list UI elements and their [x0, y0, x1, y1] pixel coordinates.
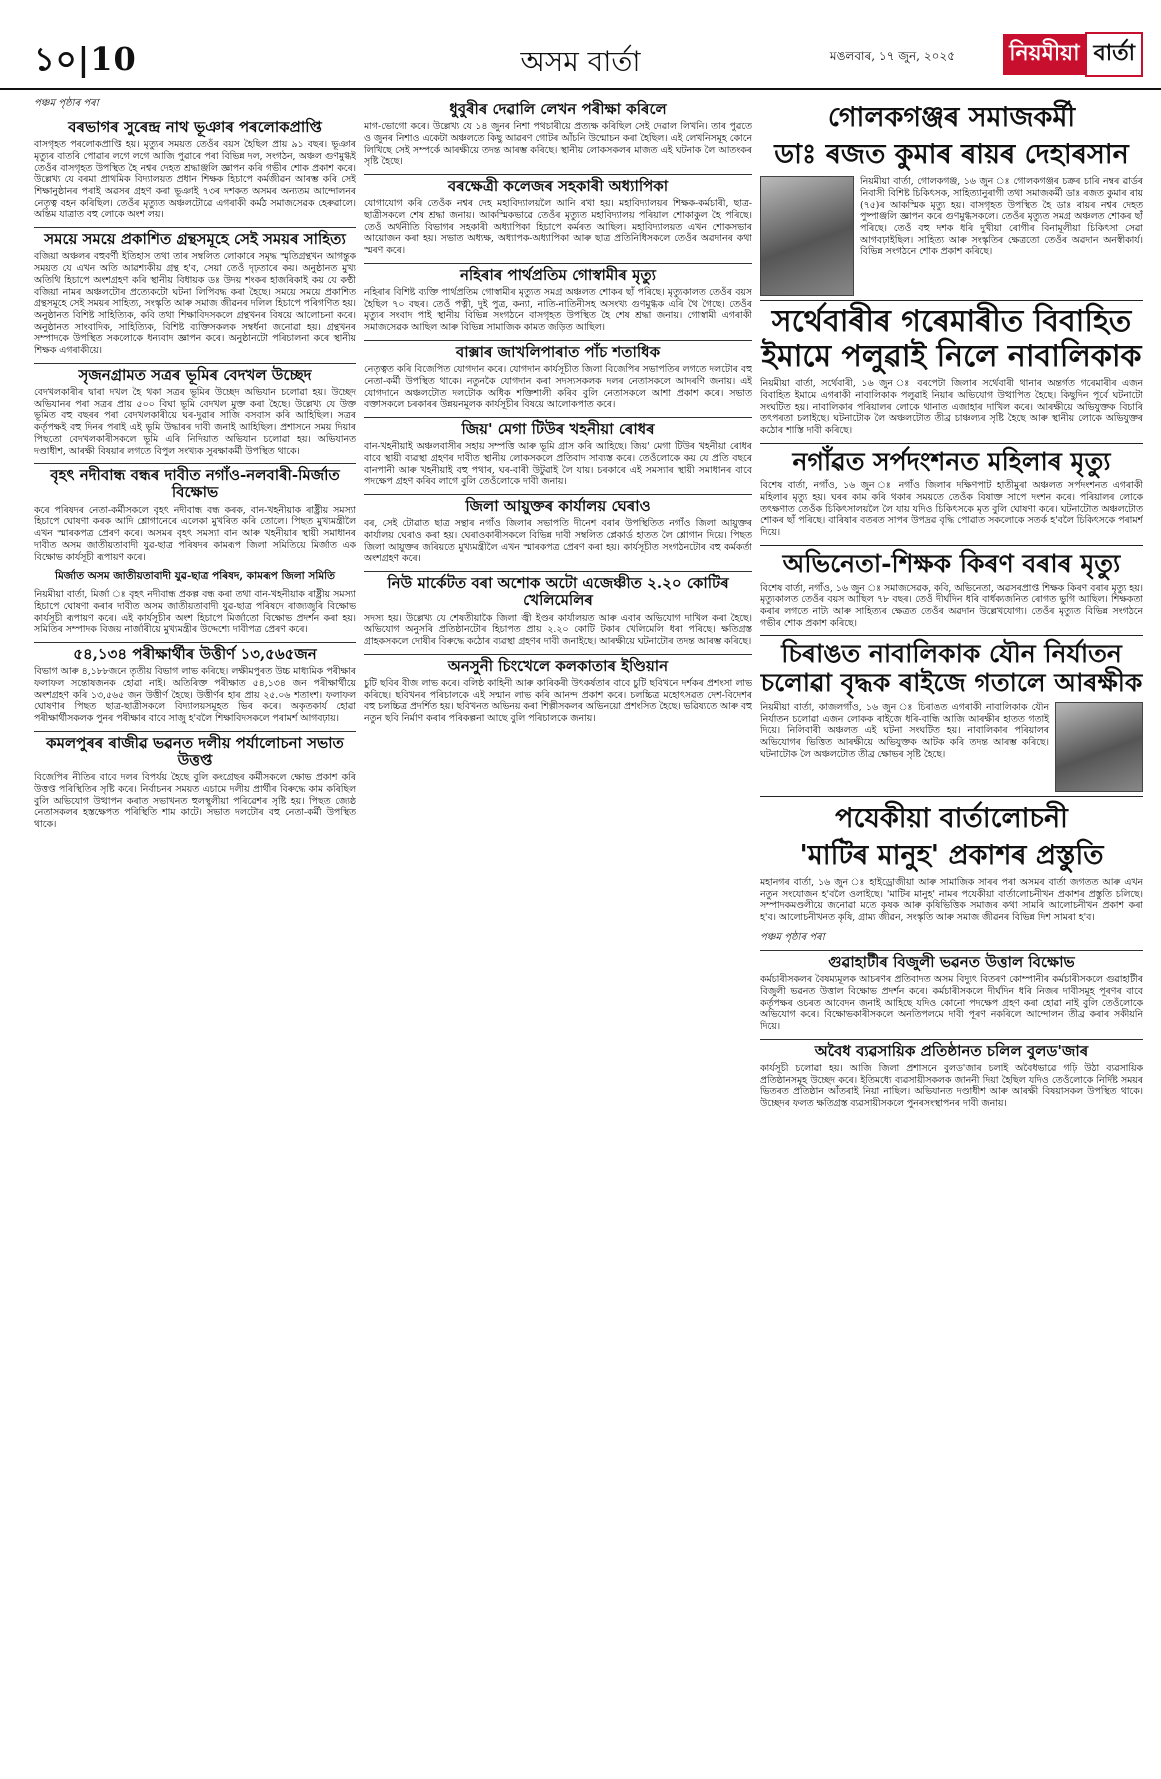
article-body: সদস্য হয়। উল্লেখ্য যে শেষতীয়াকৈ জিলা জ্বী ইণ্ডৰ কাৰ্যালয়ত আৰু এবাৰ অভিযোগ দাখিল কৰা হৈছে। অভিযোগ অনুসৰি প্ৰতিষ্ঠানটোৰ হিচাপত প্ৰায় ২.২০ কোটি টকাৰ খেলিমেলি ধৰা পৰিছে। ক্ষতিগ্ৰস্ত গ্ৰাহকসকলে দোষীৰ বিৰুদ্ধে কঠোৰ ব্যৱস্থা গ্ৰহণৰ দাবী জনাইছে। আৰক্ষীয়ে ঘটনাটোৰ তদন্ত আৰম্ভ কৰিছে। — [364, 612, 752, 647]
article-body: বাসগৃহত পৰলোকপ্ৰাপ্তি হয়। মৃত্যুৰ সময়ত তেওঁৰ বয়স হৈছিল প্ৰায় ৯১ বছৰ। ভূঞাৰ মৃত্যুৰ বাতৰি পোৱাৰ লগে লগে আজি পুৱাৰে পৰা বিভিন্ন দল, সংগঠন, অঞ্চল গুণমুগ্ধই তেওঁৰ বাসগৃহত উপস্থিত হৈ নশ্বৰ দেহত শ্ৰদ্ধাঞ্জলি জ্ঞাপন কৰি গভীৰ শোক প্ৰকাশ কৰে। উল্লেখ্য যে বৰমা প্ৰাথমিক বিদ্যালয়ত প্ৰধান শিক্ষক হিচাপে কৰ্মজীৱন আৰম্ভ কৰি সেই শিক্ষানুষ্ঠানৰ পৰাই অৱসৰ গ্ৰহণ কৰা ভূঞাই ৭৩ৰ দশকত অসমৰ অন্যতম আন্দোলনৰ নেতৃত্ব বহন কৰিছিল। তেওঁৰ মৃত্যুত অঞ্চলটোৱে এগৰাকী কৰ্মঠ সমাজসেৱক হেৰুৱালে। অন্তিম যাত্ৰাত বহু লোকে অংশ লয়। — [34, 139, 356, 221]
dateline: মঙলবাৰ, ১৭ জুন, ২০২৫ — [829, 49, 955, 63]
headline: ৫৪,১৩৪ পৰীক্ষাৰ্থীৰ উত্তীৰ্ণ ১৩,৫৬৫জন — [34, 642, 356, 663]
headline: নহিৰাৰ পাৰ্থপ্ৰতিম গোস্বামীৰ মৃত্যু — [364, 263, 752, 284]
article-body: মাগ-ভোগো কৰে। উল্লেখ্য যে ১৪ জুনৰ নিশা পথচাৰীয়ে প্ৰত্যক্ষ কৰিছিল সেই দেৱাল লিখনি। তাৰ পুৱতে ও জুনৰ নিশাও একেটা অঞ্চলতে কিছু আৱৰণ গোটৰ আঁচনি উন্মোচন কৰা হৈছিল। এই লেখনিসমূহ কোনে লিখিছে সেই সম্পৰ্কে আৰক্ষীয়ে তদন্ত আৰম্ভ কৰিছে। স্থানীয় লোকসকলৰ মাজত এই ঘটনাক লৈ আতংকৰ সৃষ্টি হৈছে। — [364, 121, 752, 168]
article-body: কাৰ্যসূচী চলোৱা হয়। আজি জিলা প্ৰশাসনে বুলড'জাৰ চলাই অবৈধভাৱে গঢ়ি উঠা ব্যৱসায়িক প্ৰতিষ্ঠানসমূহ উচ্ছেদ কৰে। ইতিমধ্যে ব্যৱসায়ীসকলক জাননী দিয়া হৈছিল যদিও তেওঁলোকে নিৰ্দিষ্ট সময়ৰ ভিতৰত প্ৰতিষ্ঠান আঁতৰাই নিয়া নাছিল। অভিযানত দণ্ডাধীশ আৰু আৰক্ষী বিষয়াসকল উপস্থিত থাকে। উচ্ছেদৰ ফলত ক্ষতিগ্ৰস্ত ব্যৱসায়ীসকলে পুনৰসংস্থাপনৰ দাবী জনায়। — [760, 1062, 1143, 1109]
headline: সময়ে সময়ে প্ৰকাশিত গ্ৰন্থসমূহে সেই সময়ৰ সাহিত্য — [34, 227, 356, 248]
column-right — [760, 96, 1143, 1772]
article-body: বিশেষ বাৰ্তা, নগাঁও, ১৬ জুন ঃ নগাঁও জিলাৰ দক্ষিণপাট হাতীমুৰা অঞ্চলত সৰ্পদংশনত এগৰাকী মহিলাৰ মৃত্যু হয়। ঘৰৰ কাম কৰি থকাৰ সময়তে তেওঁক বিষাক্ত সাপে দংশন কৰে। পৰিয়ালৰ লোকে তৎক্ষণাত তেওঁক চিকিৎসালয়লৈ লৈ যায় যদিও চিকিৎসকে মৃত বুলি ঘোষণা কৰে। ঘটনাটোত অঞ্চলটোত শোকৰ ছাঁ পৰিছে। বাৰিষাৰ বতৰত সাপৰ উপদ্ৰৱ বৃদ্ধি পোৱাত সকলোকে সতৰ্ক হ'বলৈ চিকিৎসকে পৰামৰ্শ দিয়ে। — [760, 480, 1143, 539]
headline: ধুবুৰীৰ দেৱালি লেখন পৰীক্ষা কৰিলে — [449, 100, 667, 118]
article-body: বিভাগ আৰু ৪,১৮৮জনে তৃতীয় বিভাগ লাভ কৰিছে। লক্ষীমপুৰত উচ্চ মাধ্যমিক পৰীক্ষাৰ ফলাফল সন্তোষজনক হোৱা নাই। অতিৰিক্ত পৰীক্ষাত ৫৪,১৩৪ জন পৰীক্ষাৰ্থীয়ে অংশগ্ৰহণ কৰি ১৩,৫৬৫ জন উত্তীৰ্ণ হৈছে। উত্তীৰ্ণৰ হাৰ প্ৰায় ২৫.০৬ শতাংশ। ফলাফল ঘোষণাৰ পিছত ছাত্ৰ-ছাত্ৰীসকলে বিদ্যালয়সমূহত ভিৰ কৰে। অকৃতকাৰ্য হোৱা পৰীক্ষাৰ্থীসকলক পুনৰ পৰীক্ষাৰ বাবে সাজু হ'বলৈ শিক্ষাবিদসকলে পৰামৰ্শ আগবঢ়ায়। — [34, 666, 356, 725]
headline: কমলপুৰৰ ৰাজীৱ ভৱনত দলীয় পৰ্যালোচনা সভাত উত্তপ্ত — [34, 731, 356, 770]
article-body: নহিৰাৰ বিশিষ্ট ব্যক্তি পাৰ্থপ্ৰতিম গোস্বামীৰ মৃত্যুত সমগ্ৰ অঞ্চলত শোকৰ ছাঁ পৰিছে। মৃত্যুকালত তেওঁৰ বয়স হৈছিল ৭০ বছৰ। তেওঁ পত্নী, দুই পুত্ৰ, কন্যা, নাতি-নাতিনীসহ অসংখ্য গুণমুগ্ধক এৰি থৈ গৈছে। তেওঁৰ মৃত্যুৰ সংবাদ পাই স্থানীয় বিভিন্ন সংগঠনে বাসগৃহত উপস্থিত হৈ শেষ শ্ৰদ্ধা জনায়। গোস্বামী এগৰাকী সমাজসেৱক আছিল আৰু বিভিন্ন সামাজিক কামত জড়িত আছিল। — [364, 287, 752, 334]
headline: নগাঁৱত সৰ্পদংশনত মহিলাৰ মৃত্যু — [792, 446, 1111, 476]
lead-story — [760, 176, 1143, 296]
headline-line1: পযেকীয়া বাৰ্তালোচনী — [835, 802, 1068, 834]
headline: অভিনেতা-শিক্ষক কিৰণ বৰাৰ মৃত্যু — [782, 548, 1121, 578]
headline: বৃহৎ নদীবান্ধ বন্ধৰ দাবীত নগাঁও-নলবাৰী-মিৰ্জাত বিক্ষোভ — [34, 463, 356, 502]
article-body: বান-খহনীয়াই অঞ্চলবাসীৰ সহায় সম্পত্তি আৰু ভূমি গ্ৰাস কৰি আহিছে। জিয়' মেগা টিউৰ খহনীয়া ৰোধৰ বাবে স্থায়ী ব্যৱস্থা গ্ৰহণৰ দাবীত স্থানীয় লোকসকলে প্ৰতিবাদ সাব্যস্ত কৰে। তেওঁলোকে কয় যে প্ৰতি বছৰে বানপানী আৰু খহনীয়াই বহু পথাৰ, ঘৰ-বাৰী উটুৱাই লৈ যায়। চৰকাৰে এই সমস্যাৰ স্থায়ী সমাধানৰ বাবে পদক্ষেপ গ্ৰহণ কৰিব লাগে বুলি তেওঁলোকে দাবী জনায়। — [364, 441, 752, 488]
article-body: বেদখলকাৰীৰ দ্বাৰা দখল হৈ থকা সত্ৰৰ ভূমিৰ উচ্ছেদ অভিযান চলোৱা হয়। উচ্ছেদ অভিযানৰ পৰা সত্ৰৰ প্ৰায় ৫০০ বিঘা ভূমি বেদখল মুক্ত কৰা হৈছে। উল্লেখ্য যে উক্ত ভূমিত বহু বছৰৰ পৰা বেদখলকাৰীয়ে ঘৰ-দুৱাৰ সাজি বসবাস কৰি আহিছিল। সত্ৰৰ কৰ্তৃপক্ষই বহু দিনৰ পৰাই এই ভূমি উদ্ধাৰৰ দাবী জনাই আহিছিল। প্ৰশাসনে সময় দিয়াৰ পিছতো বেদখলকাৰীসকলে ভূমি এৰি নিদিয়াত অভিযান চলোৱা হয়। অভিযানত দণ্ডাধীশ, আৰক্ষী বিষয়াৰ লগতে বিপুল সংখ্যক সুৰক্ষাকৰ্মী উপস্থিত থাকে। — [34, 387, 356, 457]
headline: জিয়' মেগা টিউৰ খহনীয়া ৰোধৰ — [364, 417, 752, 438]
article-body: নেতৃত্বত কৰি বিজেপিত যোগদান কৰে। যোগদান কাৰ্যসূচীত জিলা বিজেপিৰ সভাপতিৰ লগতে দলটোৰ বহু নেতা-কৰ্মী উপস্থিত থাকে। নতুনকৈ যোগদান কৰা সদস্যসকলক দলৰ নেতাসকলে আদৰণি জনায়। এই যোগদানে অঞ্চলটোত দলটোক অধিক শক্তিশালী কৰিব বুলি নেতাসকলে আশা প্ৰকাশ কৰে। সভাত বক্তাসকলে চৰকাৰৰ উন্নয়নমূলক কাৰ্যসূচীৰ বিষয়ে আলোকপাত কৰে। — [364, 364, 752, 411]
article-body: মহানগৰ বাৰ্তা, ১৬ জুন ঃ হাইড্ৰোজীয়া আৰু সামাজিক সাৰৰ পৰা অসমৰ বাৰ্তা জগতত আৰু এখন নতুন সংযোজন হ'বলৈ ওলাইছে। 'মাটিৰ মানুহ' নামৰ পযেকীয়া বাৰ্তালোচনীখন প্ৰকাশৰ প্ৰস্তুতি চলিছে। সম্পাদকমণ্ডলীয়ে জনোৱা মতে কৃষক আৰু কৃষিভিত্তিক সমাজৰ কথা সামৰি আলোচনীখন প্ৰকাশ কৰা হ'ব। আলোচনীখনত কৃষি, গ্ৰাম্য জীৱন, সংস্কৃতি আৰু সমাজ জীৱনৰ বিভিন্ন দিশ সামৰা হ'ব। — [760, 877, 1143, 924]
headline: বৰক্ষেত্ৰী কলেজৰ সহকাৰী অধ্যাপিকা — [364, 174, 752, 195]
article-body: চুটি ছবিৰ বীজ লাভ কৰে। বলিষ্ঠ কাহিনী আৰু কাৰিকৰী উৎকৰ্ষতাৰ বাবে চুটি ছবিখনে দৰ্শকৰ প্ৰশংসা লাভ কৰিছে। ছবিখনৰ পৰিচালকে এই সন্মান লাভ কৰি আনন্দ প্ৰকাশ কৰে। চলচ্চিত্ৰ মহোৎসৱত দেশ-বিদেশৰ বহু চলচ্চিত্ৰ প্ৰদৰ্শিত হয়। ছবিখনত অভিনয় কৰা শিল্পীসকলৰ অভিনয়ো প্ৰশংসিত হৈছে। ভৱিষ্যতে আৰু বহু নতুন ছবি নিৰ্মাণ কৰাৰ পৰিকল্পনা আছে বুলি পৰিচালকে জনায়। — [364, 677, 752, 725]
brand-logo-part-b: বাৰ্তা — [1085, 32, 1143, 77]
headline: চিৰাঙত নাবালিকাক যৌন নিৰ্যাতন চলোৱা বৃদ্ধক ৰাইজে গতালে আৰক্ষীক — [760, 639, 1143, 698]
lead-headline-line1: গোলকগঞ্জৰ সমাজকৰ্মী — [827, 102, 1076, 133]
column-middle — [364, 96, 752, 1772]
article-body: কৰ্মচাৰীসকলৰ বৈষম্যমূলক আচৰণৰ প্ৰতিবাদত অসম বিদ্যুৎ বিতৰণ কোম্পানীৰ কৰ্মচাৰীসকলে গুৱাহাটীৰ বিজুলী ভৱনত উত্তাল বিক্ষোভ প্ৰদৰ্শন কৰে। কৰ্মচাৰীসকলে দীৰ্ঘদিন ধৰি নিজৰ দাবীসমূহ পূৰণৰ বাবে কৰ্তৃপক্ষৰ ওচৰত আবেদন জনাই আহিছে যদিও কোনো পদক্ষেপ গ্ৰহণ কৰা হোৱা নাই বুলি তেওঁলোকে অভিযোগ কৰে। বিক্ষোভকাৰীসকলে অনতিপলমে দাবী পূৰণ নকৰিলে আন্দোলন তীব্ৰ কৰাৰ সকীয়নি দিয়ে। — [760, 974, 1143, 1032]
article-body: কৰে পৰিষদৰ নেতা-কৰ্মীসকলে বৃহৎ নদীবান্ধ বন্ধ কৰক, বান-খহনীয়াক ৰাষ্ট্ৰীয় সমস্যা হিচাপে ঘোষণা কৰক আদি শ্লোগানেৰে এলেকা মুখৰিত কৰি তোলে। পিছত মুখ্যমন্ত্ৰীলৈ এখন স্মাৰকপত্ৰ প্ৰেৰণ কৰে। অসমৰ বৃহৎ সমস্যা বান আৰু খহনীয়াৰ স্থায়ী সমাধানৰ দাবীত অসম জাতীয়তাবাদী যুৱ-ছাত্ৰ পৰিষদৰ কামৰূপ জিলা সমিতিয়ে মিৰ্জাত এক বিক্ষোভ কাৰ্যসূচী ৰূপায়ণ কৰে। — [34, 504, 356, 563]
headline: বৰভাগৰ সুৰেন্দ্ৰ নাথ ভূঞাৰ পৰলোকপ্ৰাপ্তি — [68, 118, 322, 136]
article-body: বৰ, সেই টোৱাত ছাত্ৰ সন্থাৰ নগাঁও জিলাৰ সভাপতি দীনেশ বৰাৰ উপস্থিতিত নগাঁও জিলা আয়ুক্তৰ কাৰ্যালয় ঘেৰাও কৰা হয়। ঘেৰাওকাৰীসকলে বিভিন্ন দাবী সম্বলিত প্লেকাৰ্ড হাতত লৈ শ্লোগান দিয়ে। পিছত জিলা আয়ুক্তৰ জৰিয়তে মুখ্যমন্ত্ৰীলৈ এখন স্মাৰকপত্ৰ প্ৰেৰণ কৰা হয়। কাৰ্যসূচীত সংগঠনটোৰ বহু কৰ্মকৰ্তা অংশগ্ৰহণ কৰে। — [364, 518, 752, 565]
story-with-photo — [760, 702, 1143, 792]
headline-line2: 'মাটিৰ মানুহ' প্ৰকাশৰ প্ৰস্তুতি — [799, 839, 1104, 871]
page-number: ১০|10 — [34, 40, 137, 78]
brand-logo — [1003, 38, 1143, 70]
section-title: অসম বাৰ্তা — [520, 45, 641, 78]
article-body: নিয়মীয়া বাৰ্তা, মিৰ্জা ঃ বৃহৎ নদীবান্ধ প্ৰকল্প বন্ধ কৰা তথা বান-খহনীয়াক ৰাষ্ট্ৰীয় সমস্যা হিচাপে ঘোষণা কৰাৰ দাবীত অসম জাতীয়তাবাদী যুৱ-ছাত্ৰ পৰিষদে ৰাজ্যজুৰি বিক্ষোভ কাৰ্যসূচী ৰূপায়ণ কৰে। এই কাৰ্যসূচীৰ অংশ হিচাপে মিৰ্জাতো বিক্ষোভ প্ৰদৰ্শন কৰা হয়। সমিতিৰ সম্পাদক বিজয় নাৰ্জাৰীয়ে মুখ্যমন্ত্ৰীৰ উদ্দেশ্যে দাবীপত্ৰ প্ৰেৰণ কৰে। — [34, 589, 356, 636]
divider — [760, 545, 1143, 546]
article-body: বিজেপিৰ নীতিৰ বাবে দলৰ বিপৰ্যয় হৈছে বুলি কংগ্ৰেছৰ কৰ্মীসকলে ক্ষোভ প্ৰকাশ কৰি উত্তপ্ত পৰিস্থিতিৰ সৃষ্টি কৰে। নিৰ্বাচনৰ সময়ত এচামে দলীয় প্ৰাৰ্থীৰ বিৰুদ্ধে কাম কৰিছিল বুলি অভিযোগ উত্থাপন কৰাত সভাখনত হুলস্থূলীয়া পৰিৱেশৰ সৃষ্টি হয়। পিছত জ্যেষ্ঠ নেতাসকলৰ হস্তক্ষেপত পৰিস্থিতি শাম কাটে। সভাত দলটোৰ বহু নেতা-কৰ্মী উপস্থিত থাকে। — [34, 772, 356, 831]
headline: জিলা আয়ুক্তৰ কাৰ্যালয় ঘেৰাও — [364, 494, 752, 515]
headline: সৰ্থেবাৰীৰ গৰেমাৰীত বিবাহিত ইমামে পলুৱাই নিলে নাবালিকাক — [761, 304, 1142, 374]
divider — [760, 300, 1143, 301]
subheadline: মিৰ্জাত অসম জাতীয়তাবাদী যুৱ-ছাত্ৰ পৰিষদ, কামৰূপ জিলা সমিতি — [54, 570, 336, 583]
continued-label: পঞ্চম পৃষ্ঠাৰ পৰা — [760, 931, 825, 943]
lead-headline-line2: ডাঃ ৰজত কুমাৰ ৰায়ৰ দেহাৰসান — [774, 139, 1129, 171]
divider — [760, 635, 1143, 636]
article-body: নিয়মীয়া বাৰ্তা, কাজলগাঁও, ১৬ জুন ঃ চিৰাঙত এগৰাকী নাবালিকাক যৌন নিৰ্যাতন চলোৱা এজন লোকক ৰাইজে ধৰি-বান্ধি আজি আৰক্ষীৰ হাতত গতাই দিয়ে। নিলিবাৰী অঞ্চলত এই ঘটনা সংঘটিত হয়। নাবালিকাৰ পৰিয়ালৰ অভিযোগৰ ভিত্তিত আৰক্ষীয়ে অভিযুক্তক আটক কৰি তদন্ত আৰম্ভ কৰিছে। ঘটনাটোক লৈ অঞ্চলটোত তীব্ৰ ক্ষোভৰ সৃষ্টি হৈছে। — [760, 701, 1049, 760]
portrait-photo — [760, 176, 854, 296]
article-body: নিয়মীয়া বাৰ্তা, সৰ্থেবাৰী, ১৬ জুন ঃ বৰপেটা জিলাৰ সৰ্থেবাৰী থানাৰ অন্তৰ্গত গৰেমাৰীৰ এজন বিবাহিত ইমামে এগৰাকী নাবালিকাক পলুৱাই নিয়াৰ অভিযোগ উত্থাপিত হৈছে। কিছুদিন পূৰ্বে ঘটনাটো সংঘটিত হয়। নাবালিকাৰ পৰিয়ালৰ লোকে থানাত এজাহাৰ দাখিল কৰে। আৰক্ষীয়ে অভিযুক্তক বিচাৰি তৎপৰতা চলাইছে। ঘটনাটোক লৈ অঞ্চলটোত তীব্ৰ চাঞ্চল্যৰ সৃষ্টি হৈছে আৰু স্থানীয় লোকে অভিযুক্তৰ কঠোৰ শাস্তি দাবী কৰিছে। — [760, 378, 1143, 436]
headline: সৃজনগ্ৰামত সত্ৰৰ ভূমিৰ বেদখল উচ্ছেদ — [34, 363, 356, 384]
news-photo — [1055, 702, 1143, 792]
headline: অবৈধ ব্যৱসায়িক প্ৰতিষ্ঠানত চলিল বুলড'জাৰ — [760, 1039, 1143, 1060]
article-body: যোগাযোগ কৰি তেওঁক নশ্বৰ দেহ মহাবিদ্যালয়লৈ আনি ৰখা হয়। মহাবিদ্যালয়ৰ শিক্ষক-কৰ্মচাৰী, ছাত্ৰ-ছাত্ৰীসকলে শেষ শ্ৰদ্ধা জনায়। আকস্মিকভাৱে তেওঁৰ মৃত্যুত মহাবিদ্যালয় পৰিয়াল শোকাকুল হৈ পৰিছে। তেওঁ অৰ্থনীতি বিভাগৰ সহকাৰী অধ্যাপিকা হিচাপে কৰ্মৰত আছিল। মহাবিদ্যালয়ত এখন শোকসভাৰ আয়োজন কৰা হয়। সভাত অধ্যক্ষ, অধ্যাপক-অধ্যাপিকা আৰু ছাত্ৰ প্ৰতিনিধিসকলে তেওঁৰ অৱদানৰ কথা স্মৰণ কৰে। — [364, 198, 752, 257]
headline: অনসুনী চিংখেলে কলকাতাৰ ইণ্ডিয়ান — [364, 654, 752, 675]
continued-label: পঞ্চম পৃষ্ঠাৰ পৰা — [34, 98, 99, 109]
divider — [760, 443, 1143, 444]
headline: নিউ মাৰ্কেটত বৰা অশোক অটো এজেঞ্চীত ২.২০ কোটিৰ খেলিমেলিৰ — [364, 571, 752, 610]
article-body: নিয়মীয়া বাৰ্তা, গোলকগঞ্জ, ১৬ জুন ঃ গোলকগঞ্জৰ চক্ৰৰ চাৰি নম্বৰ ৱাৰ্ডৰ নিবাসী বিশিষ্ট চিকিৎসক, সাহিত্যানুৰাগী তথা সমাজকৰ্মী ডাঃ ৰজত কুমাৰ ৰায় (৭৫)ৰ আকস্মিক মৃত্যু হয়। বাসগৃহত উপস্থিত হৈ ডাঃ ৰায়ৰ নশ্বৰ দেহত পুষ্পাঞ্জলি জ্ঞাপন কৰে গুণমুগ্ধসকলে। তেওঁৰ মৃত্যুত সমগ্ৰ অঞ্চলত শোকৰ ছাঁ পৰিছে। তেওঁ বহু দশক ধৰি দুখীয়া ৰোগীৰ বিনামূলীয়া চিকিৎসা সেৱা আগবঢ়াইছিল। সাহিত্য আৰু সংস্কৃতিৰ ক্ষেত্ৰতো তেওঁৰ অৱদান অনস্বীকাৰ্য। বিভিন্ন সংগঠনে শোক প্ৰকাশ কৰিছে। — [860, 176, 1143, 258]
column-left — [34, 96, 356, 1772]
divider — [760, 796, 1143, 797]
masthead — [0, 0, 1161, 90]
brand-logo-part-a: নিয়মীয়া — [1003, 34, 1085, 75]
headline: বাক্সাৰ জাখলিপাৰাত পাঁচ শতাধিক — [364, 340, 752, 361]
headline: গুৱাহাটীৰ বিজুলী ভৱনত উত্তাল বিক্ষোভ — [760, 950, 1143, 971]
article-body: বিশেষ বাৰ্তা, নগাঁও, ১৬ জুন ঃ সমাজসেৱক, কবি, অভিনেতা, অৱসৰপ্ৰাপ্ত শিক্ষক কিৰণ বৰাৰ মৃত্যু হয়। মৃত্যুকালত তেওঁৰ বয়স আছিল ৭৮ বছৰ। তেওঁ দীৰ্ঘদিন ধৰি বাৰ্ধক্যজনিত ৰোগত ভুগি আছিল। শিক্ষকতা কৰাৰ লগতে নাট্য আৰু সাহিত্যৰ ক্ষেত্ৰত তেওঁৰ অৱদান উল্লেখযোগ্য। তেওঁৰ মৃত্যুত বিভিন্ন সংগঠনে গভীৰ শোক প্ৰকাশ কৰিছে। — [760, 582, 1143, 629]
article-body: বজিয়া অঞ্চলৰ বহুবৰ্ণী ইতিহাস তথা তাৰ সম্বলিত লোকাৰে সমৃদ্ধ স্মৃতিগ্ৰন্থখন আগন্তুক সময়ত যে এখন অতি আৱশ্যকীয় গ্ৰন্থ হ'ব, সেয়া তেওঁ দৃঢ়তাৰে কয়। অনুষ্ঠানত মুখ্য অতিথি হিচাপে অংশগ্ৰহণ কৰি স্থানীয় বিধায়ক ডঃ উদয় শংকৰ হাজৰিকাই কয় যে কণ্ঠী বজিয়া নামৰ অঞ্চলটোৰ প্ৰত্যেকটো ঘটনা লিপিবদ্ধ কৰা হৈছে। সময়ে সময়ে প্ৰকাশিত গ্ৰন্থসমূহে সেই সময়ৰ সাহিত্য, সংস্কৃতি আৰু সমাজ জীৱনৰ দলিল হিচাপে পৰিগণিত হয়। অনুষ্ঠানত বিশিষ্ট সাহিত্যিক, কবি তথা শিক্ষাবিদসকলে গ্ৰন্থখনৰ বিষয়ে আলোচনা কৰে। অনুষ্ঠানত সাংবাদিক, সাহিত্যিক, বিশিষ্ট ব্যক্তিসকলক সম্বৰ্ধনা জনোৱা হয়। গ্ৰন্থখনৰ সম্পাদকে উপস্থিত সকলোকে ধন্যবাদ জ্ঞাপন কৰে। অনুষ্ঠানটো পৰিচালনা কৰে স্থানীয় শিক্ষক এগৰাকীয়ে। — [34, 251, 356, 357]
